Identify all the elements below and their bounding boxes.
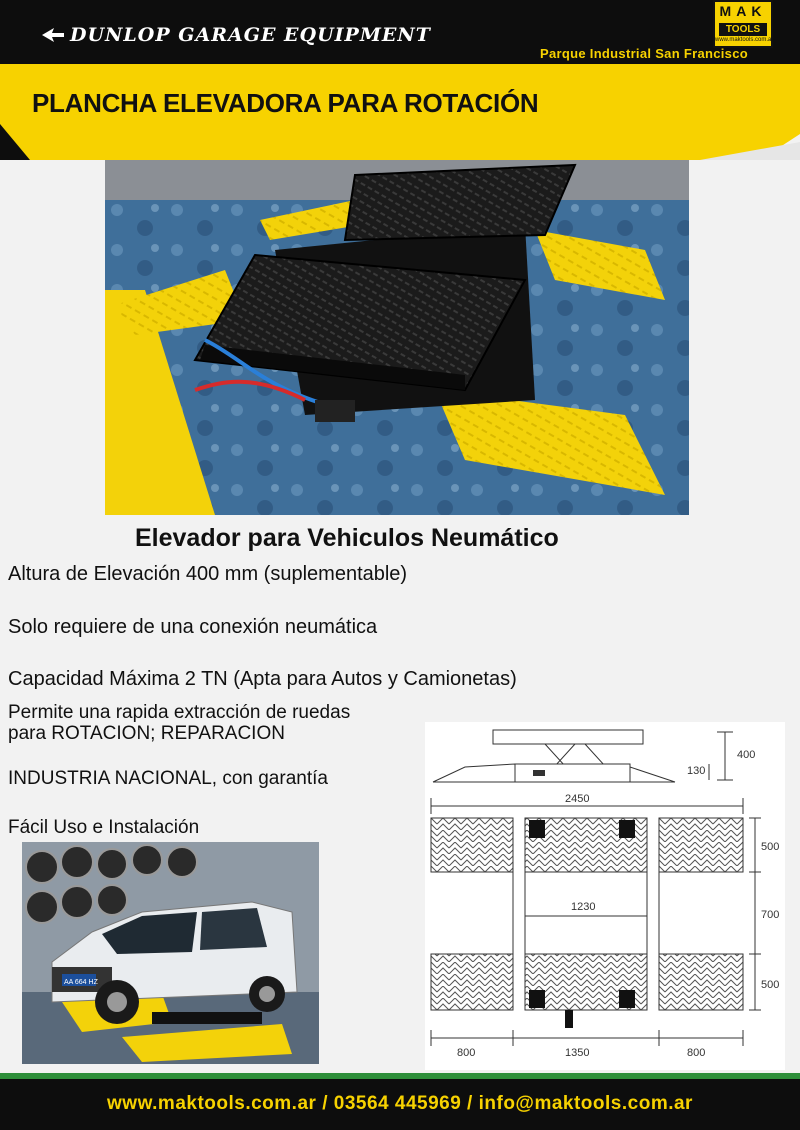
- logo-mak: MAK: [719, 3, 767, 19]
- feature-wheel-removal-line1: Permite una rapida extracción de ruedas: [8, 702, 351, 723]
- brand-name: DUNLOP GARAGE EQUIPMENT: [70, 24, 431, 46]
- footer-bar: [0, 1079, 800, 1130]
- feature-wheel-removal-line2: para ROTACION; REPARACION: [8, 723, 285, 744]
- header-bar: [0, 0, 800, 66]
- van-plate: AA 664 HZ: [64, 979, 98, 986]
- logo-url: www.maktools.com.ar: [715, 37, 774, 43]
- product-subtitle: Elevador para Vehiculos Neumático: [135, 524, 559, 552]
- banner-title: PLANCHA ELEVADORA PARA ROTACIÓN: [32, 88, 539, 118]
- feature-pneumatic: Solo requiere de una conexión neumática: [8, 616, 378, 638]
- logo-tools: TOOLS: [719, 23, 767, 36]
- van-photo: [22, 842, 319, 1064]
- dim-side-left: 800: [457, 1047, 476, 1059]
- lift-photo: [105, 160, 689, 515]
- dimension-diagram: [425, 722, 785, 1070]
- feature-capacity: Capacidad Máxima 2 TN (Apta para Autos y Camionetas): [8, 668, 517, 690]
- contact-info: www.maktools.com.ar / 03564 445969 / info@maktools.com.ar: [107, 1093, 693, 1114]
- dim-side-right: 800: [687, 1047, 706, 1059]
- dim-ramp: 130: [687, 765, 706, 777]
- dim-height: 400: [737, 749, 756, 761]
- dim-total-length: 2450: [565, 793, 590, 805]
- dim-gap: 700: [761, 909, 780, 921]
- feature-lift-height: Altura de Elevación 400 mm (suplementable): [8, 563, 408, 585]
- dim-plate-width-top: 500: [761, 841, 780, 853]
- dim-inner: 1230: [571, 901, 596, 913]
- feature-national-industry: INDUSTRIA NACIONAL, con garantía: [8, 768, 328, 789]
- maktools-logo: [713, 0, 773, 48]
- location-text: Parque Industrial San Francisco: [540, 46, 748, 61]
- dim-plate-width-bottom: 500: [761, 979, 780, 991]
- feature-wheel-removal: [8, 702, 350, 744]
- dunlop-arrow-icon: [40, 26, 66, 44]
- feature-easy-install: Fácil Uso e Instalación: [8, 817, 200, 838]
- dim-center: 1350: [565, 1047, 590, 1059]
